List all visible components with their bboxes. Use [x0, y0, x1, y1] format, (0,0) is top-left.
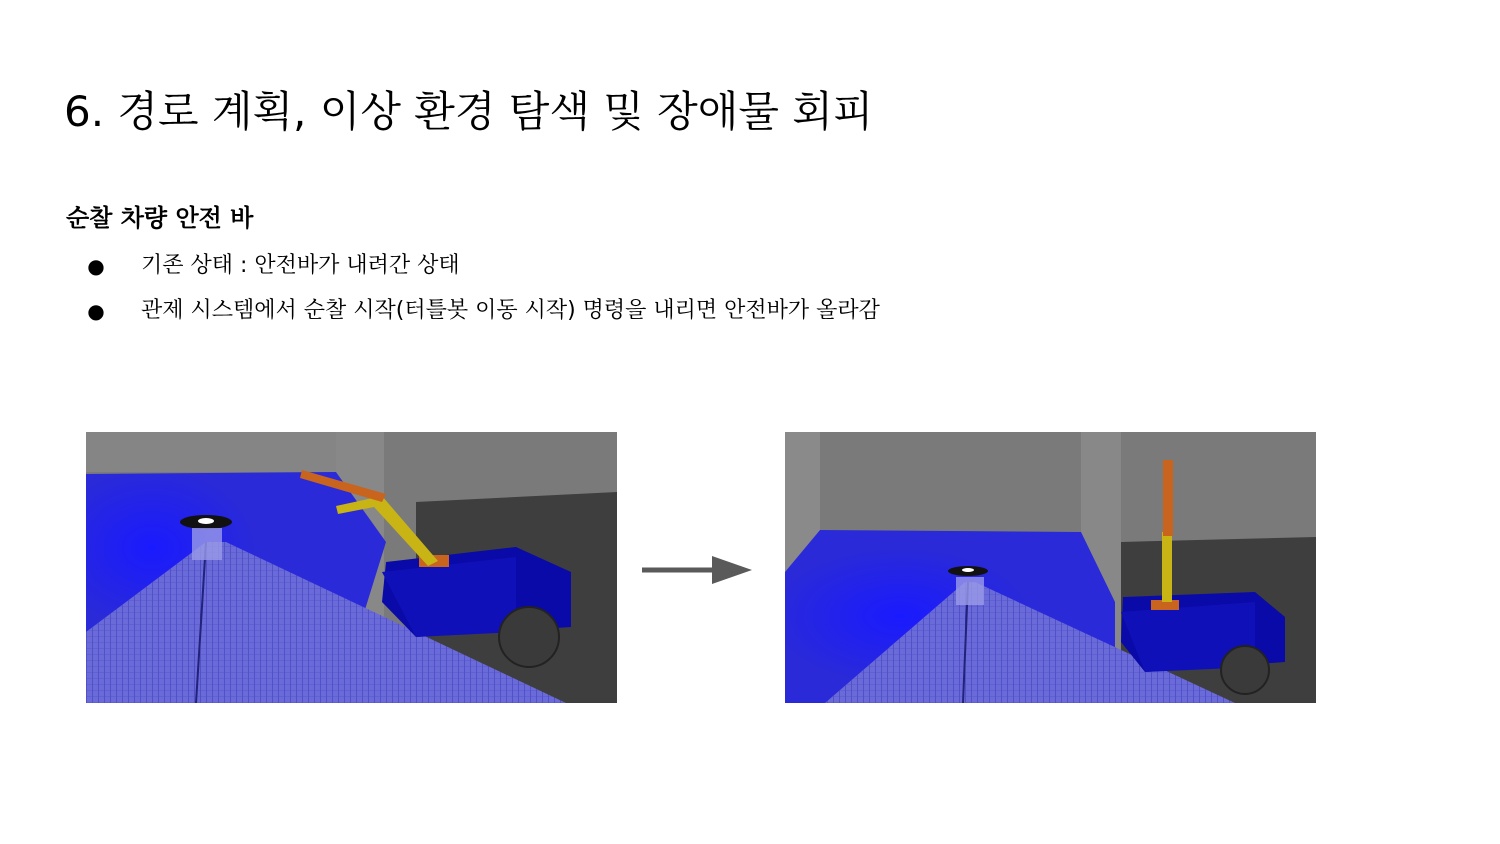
section-subtitle: 순찰 차량 안전 바 — [66, 204, 254, 232]
bullet-marker: ● — [87, 254, 105, 278]
page-title: 6. 경로 계획, 이상 환경 탐색 및 장애물 회피 — [64, 87, 874, 136]
simulation-image-bar-lowered — [86, 432, 617, 703]
bullet-marker: ● — [87, 299, 105, 323]
transition-arrow-icon — [640, 552, 755, 588]
simulation-image-bar-raised — [785, 432, 1316, 703]
bullet-text: 관제 시스템에서 순찰 시작(터틀봇 이동 시작) 명령을 내리면 안전바가 올라감 — [141, 298, 880, 323]
bullet-text: 기존 상태 : 안전바가 내려간 상태 — [141, 253, 460, 278]
